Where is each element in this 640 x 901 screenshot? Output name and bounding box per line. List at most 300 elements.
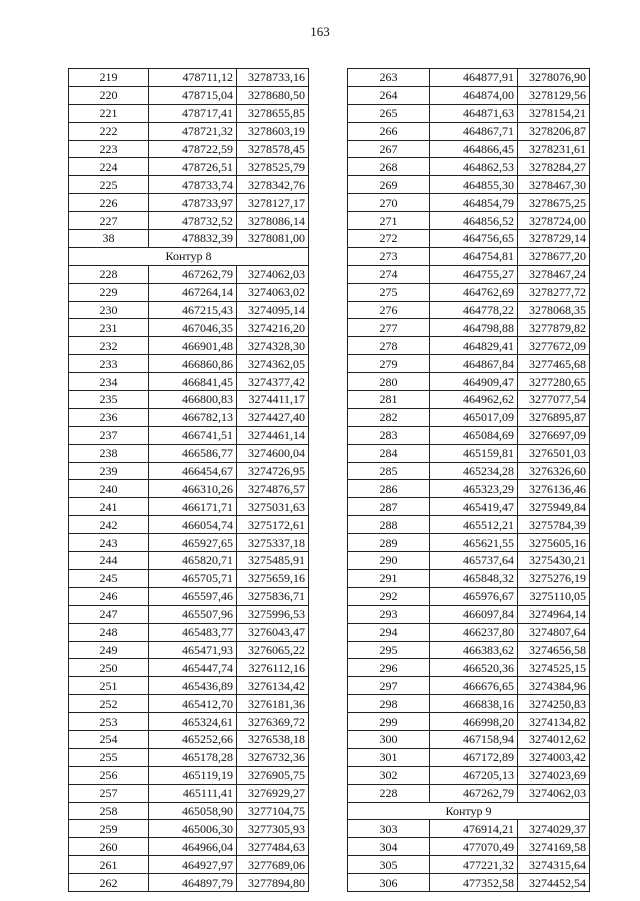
x-coordinate-cell: 464756,65 (430, 230, 518, 248)
point-number-cell: 234 (69, 373, 149, 391)
point-number-cell: 239 (69, 462, 149, 480)
y-coordinate-cell: 3274461,14 (237, 426, 309, 444)
point-number-cell: 270 (348, 194, 430, 212)
y-coordinate-cell: 3276697,09 (518, 426, 590, 444)
contour-header-row (69, 247, 309, 265)
table-row (69, 641, 309, 659)
table-row (69, 766, 309, 784)
page-number: 163 (310, 24, 330, 39)
table-row (69, 480, 309, 498)
x-coordinate-cell: 465483,77 (149, 623, 237, 641)
table-row (348, 695, 590, 713)
point-number-cell: 219 (69, 69, 149, 87)
y-coordinate-cell: 3274964,14 (518, 605, 590, 623)
table-row (69, 516, 309, 534)
y-coordinate-cell: 3278525,79 (237, 158, 309, 176)
point-number-cell: 301 (348, 748, 430, 766)
coordinates-table-left (68, 68, 309, 892)
point-number-cell: 221 (69, 104, 149, 122)
point-number-cell: 38 (69, 230, 149, 248)
table-row (348, 641, 590, 659)
x-coordinate-cell: 465084,69 (430, 426, 518, 444)
x-coordinate-cell: 465111,41 (149, 784, 237, 802)
x-coordinate-cell: 464871,63 (430, 104, 518, 122)
y-coordinate-cell: 3276112,16 (237, 659, 309, 677)
y-coordinate-cell: 3278081,00 (237, 230, 309, 248)
point-number-cell: 259 (69, 820, 149, 838)
point-number-cell: 297 (348, 677, 430, 695)
table-row (348, 140, 590, 158)
x-coordinate-cell: 464909,47 (430, 373, 518, 391)
point-number-cell: 255 (69, 748, 149, 766)
table-row (348, 122, 590, 140)
y-coordinate-cell: 3274012,62 (518, 730, 590, 748)
y-coordinate-cell: 3274062,03 (518, 784, 590, 802)
y-coordinate-cell: 3278729,14 (518, 230, 590, 248)
y-coordinate-cell: 3274062,03 (237, 265, 309, 283)
point-number-cell: 304 (348, 838, 430, 856)
table-row (348, 212, 590, 230)
x-coordinate-cell: 464798,88 (430, 319, 518, 337)
table-row (69, 874, 309, 892)
table-row (348, 265, 590, 283)
table-row (69, 122, 309, 140)
y-coordinate-cell: 3278154,21 (518, 104, 590, 122)
y-coordinate-cell: 3276369,72 (237, 713, 309, 731)
y-coordinate-cell: 3278277,72 (518, 283, 590, 301)
table-row (69, 695, 309, 713)
point-number-cell: 224 (69, 158, 149, 176)
x-coordinate-cell: 465848,32 (430, 569, 518, 587)
x-coordinate-cell: 464867,84 (430, 355, 518, 373)
table-row (348, 498, 590, 516)
x-coordinate-cell: 465234,28 (430, 462, 518, 480)
x-coordinate-cell: 465436,89 (149, 677, 237, 695)
point-number-cell: 253 (69, 713, 149, 731)
table-row (69, 462, 309, 480)
x-coordinate-cell: 478711,12 (149, 69, 237, 87)
table-row (348, 301, 590, 319)
x-coordinate-cell: 466097,84 (430, 605, 518, 623)
x-coordinate-cell: 464855,30 (430, 176, 518, 194)
table-row (69, 856, 309, 874)
point-number-cell: 298 (348, 695, 430, 713)
table-row (69, 158, 309, 176)
x-coordinate-cell: 465178,28 (149, 748, 237, 766)
x-coordinate-cell: 466454,67 (149, 462, 237, 480)
x-coordinate-cell: 466838,16 (430, 695, 518, 713)
table-row (348, 337, 590, 355)
y-coordinate-cell: 3276501,03 (518, 444, 590, 462)
table-row (348, 373, 590, 391)
y-coordinate-cell: 3277280,65 (518, 373, 590, 391)
y-coordinate-cell: 3275659,16 (237, 569, 309, 587)
table-row (348, 158, 590, 176)
point-number-cell: 268 (348, 158, 430, 176)
y-coordinate-cell: 3277077,54 (518, 391, 590, 409)
y-coordinate-cell: 3274216,20 (237, 319, 309, 337)
x-coordinate-cell: 466741,51 (149, 426, 237, 444)
point-number-cell: 289 (348, 534, 430, 552)
table-row (69, 283, 309, 301)
x-coordinate-cell: 465705,71 (149, 569, 237, 587)
point-number-cell: 295 (348, 641, 430, 659)
x-coordinate-cell: 465447,74 (149, 659, 237, 677)
table-row (69, 587, 309, 605)
table-row (348, 230, 590, 248)
y-coordinate-cell: 3278129,56 (518, 86, 590, 104)
table-row (348, 104, 590, 122)
table-row (69, 355, 309, 373)
x-coordinate-cell: 464877,91 (430, 69, 518, 87)
y-coordinate-cell: 3276929,27 (237, 784, 309, 802)
y-coordinate-cell: 3278603,19 (237, 122, 309, 140)
y-coordinate-cell: 3275996,53 (237, 605, 309, 623)
table-row (348, 605, 590, 623)
y-coordinate-cell: 3276043,47 (237, 623, 309, 641)
x-coordinate-cell: 466800,83 (149, 391, 237, 409)
point-number-cell: 254 (69, 730, 149, 748)
y-coordinate-cell: 3275172,61 (237, 516, 309, 534)
point-number-cell: 237 (69, 426, 149, 444)
point-number-cell: 251 (69, 677, 149, 695)
x-coordinate-cell: 464897,79 (149, 874, 237, 892)
point-number-cell: 273 (348, 247, 430, 265)
y-coordinate-cell: 3278578,45 (237, 140, 309, 158)
y-coordinate-cell: 3274656,58 (518, 641, 590, 659)
x-coordinate-cell: 466841,45 (149, 373, 237, 391)
y-coordinate-cell: 3276538,18 (237, 730, 309, 748)
y-coordinate-cell: 3275430,21 (518, 552, 590, 570)
point-number-cell: 272 (348, 230, 430, 248)
y-coordinate-cell: 3274411,17 (237, 391, 309, 409)
point-number-cell: 228 (348, 784, 430, 802)
point-number-cell: 269 (348, 176, 430, 194)
point-number-cell: 283 (348, 426, 430, 444)
point-number-cell: 232 (69, 337, 149, 355)
x-coordinate-cell: 467215,43 (149, 301, 237, 319)
y-coordinate-cell: 3275276,19 (518, 569, 590, 587)
point-number-cell: 231 (69, 319, 149, 337)
x-coordinate-cell: 477352,58 (430, 874, 518, 892)
y-coordinate-cell: 3275605,16 (518, 534, 590, 552)
x-coordinate-cell: 465737,64 (430, 552, 518, 570)
x-coordinate-cell: 467262,79 (149, 265, 237, 283)
y-coordinate-cell: 3274452,54 (518, 874, 590, 892)
y-coordinate-cell: 3274095,14 (237, 301, 309, 319)
y-coordinate-cell: 3278467,30 (518, 176, 590, 194)
table-row (69, 319, 309, 337)
table-row (69, 784, 309, 802)
contour-label: Контур 9 (348, 802, 590, 820)
x-coordinate-cell: 478733,74 (149, 176, 237, 194)
table-row (348, 587, 590, 605)
x-coordinate-cell: 464927,97 (149, 856, 237, 874)
x-coordinate-cell: 478721,32 (149, 122, 237, 140)
y-coordinate-cell: 3275949,84 (518, 498, 590, 516)
y-coordinate-cell: 3277894,80 (237, 874, 309, 892)
point-number-cell: 267 (348, 140, 430, 158)
y-coordinate-cell: 3276134,42 (237, 677, 309, 695)
x-coordinate-cell: 478732,52 (149, 212, 237, 230)
x-coordinate-cell: 467046,35 (149, 319, 237, 337)
table-row (348, 766, 590, 784)
table-row (69, 212, 309, 230)
y-coordinate-cell: 3276905,75 (237, 766, 309, 784)
point-number-cell: 294 (348, 623, 430, 641)
table-row (348, 569, 590, 587)
point-number-cell: 291 (348, 569, 430, 587)
y-coordinate-cell: 3275784,39 (518, 516, 590, 534)
y-coordinate-cell: 3278677,20 (518, 247, 590, 265)
point-number-cell: 252 (69, 695, 149, 713)
point-number-cell: 228 (69, 265, 149, 283)
point-number-cell: 300 (348, 730, 430, 748)
y-coordinate-cell: 3278284,27 (518, 158, 590, 176)
point-number-cell: 250 (69, 659, 149, 677)
table-row (69, 730, 309, 748)
x-coordinate-cell: 466383,62 (430, 641, 518, 659)
y-coordinate-cell: 3274169,58 (518, 838, 590, 856)
table-row (348, 462, 590, 480)
table-row (69, 194, 309, 212)
table-row (69, 748, 309, 766)
y-coordinate-cell: 3274250,83 (518, 695, 590, 713)
table-row (69, 534, 309, 552)
table-row (69, 659, 309, 677)
point-number-cell: 284 (348, 444, 430, 462)
y-coordinate-cell: 3274134,82 (518, 713, 590, 731)
table-row (348, 69, 590, 87)
y-coordinate-cell: 3277672,09 (518, 337, 590, 355)
point-number-cell: 277 (348, 319, 430, 337)
point-number-cell: 290 (348, 552, 430, 570)
y-coordinate-cell: 3276136,46 (518, 480, 590, 498)
point-number-cell: 286 (348, 480, 430, 498)
x-coordinate-cell: 467158,94 (430, 730, 518, 748)
table-row (348, 552, 590, 570)
point-number-cell: 299 (348, 713, 430, 731)
table-row (348, 856, 590, 874)
y-coordinate-cell: 3278076,90 (518, 69, 590, 87)
table-row (69, 498, 309, 516)
x-coordinate-cell: 465419,47 (430, 498, 518, 516)
point-number-cell: 260 (69, 838, 149, 856)
y-coordinate-cell: 3278675,25 (518, 194, 590, 212)
x-coordinate-cell: 477070,49 (430, 838, 518, 856)
y-coordinate-cell: 3278206,87 (518, 122, 590, 140)
x-coordinate-cell: 464962,62 (430, 391, 518, 409)
x-coordinate-cell: 465058,90 (149, 802, 237, 820)
x-coordinate-cell: 464854,79 (430, 194, 518, 212)
table-row (69, 104, 309, 122)
x-coordinate-cell: 466860,86 (149, 355, 237, 373)
contour-label: Контур 8 (69, 247, 309, 265)
x-coordinate-cell: 478733,97 (149, 194, 237, 212)
table-row (348, 748, 590, 766)
x-coordinate-cell: 466520,36 (430, 659, 518, 677)
table-row (348, 838, 590, 856)
table-row (69, 713, 309, 731)
x-coordinate-cell: 465976,67 (430, 587, 518, 605)
y-coordinate-cell: 3278068,35 (518, 301, 590, 319)
point-number-cell: 235 (69, 391, 149, 409)
table-row (69, 140, 309, 158)
y-coordinate-cell: 3274384,96 (518, 677, 590, 695)
table-row (348, 444, 590, 462)
x-coordinate-cell: 477221,32 (430, 856, 518, 874)
y-coordinate-cell: 3274315,64 (518, 856, 590, 874)
y-coordinate-cell: 3274807,64 (518, 623, 590, 641)
x-coordinate-cell: 465512,21 (430, 516, 518, 534)
y-coordinate-cell: 3277104,75 (237, 802, 309, 820)
point-number-cell: 222 (69, 122, 149, 140)
x-coordinate-cell: 465471,93 (149, 641, 237, 659)
table-row (348, 874, 590, 892)
point-number-cell: 220 (69, 86, 149, 104)
point-number-cell: 302 (348, 766, 430, 784)
point-number-cell: 257 (69, 784, 149, 802)
x-coordinate-cell: 465412,70 (149, 695, 237, 713)
x-coordinate-cell: 467264,14 (149, 283, 237, 301)
x-coordinate-cell: 466171,71 (149, 498, 237, 516)
table-row (69, 69, 309, 87)
table-row (69, 820, 309, 838)
point-number-cell: 281 (348, 391, 430, 409)
y-coordinate-cell: 3278231,61 (518, 140, 590, 158)
x-coordinate-cell: 464862,53 (430, 158, 518, 176)
x-coordinate-cell: 466676,65 (430, 677, 518, 695)
x-coordinate-cell: 464778,22 (430, 301, 518, 319)
y-coordinate-cell: 3274600,04 (237, 444, 309, 462)
point-number-cell: 292 (348, 587, 430, 605)
x-coordinate-cell: 464755,27 (430, 265, 518, 283)
y-coordinate-cell: 3278733,16 (237, 69, 309, 87)
table-row (348, 247, 590, 265)
point-number-cell: 225 (69, 176, 149, 194)
table-row (69, 444, 309, 462)
table-row (348, 623, 590, 641)
x-coordinate-cell: 464856,52 (430, 212, 518, 230)
table-row (69, 569, 309, 587)
table-row (348, 713, 590, 731)
x-coordinate-cell: 466054,74 (149, 516, 237, 534)
table-row (348, 408, 590, 426)
point-number-cell: 248 (69, 623, 149, 641)
y-coordinate-cell: 3274876,57 (237, 480, 309, 498)
table-row (69, 677, 309, 695)
point-number-cell: 245 (69, 569, 149, 587)
x-coordinate-cell: 464829,41 (430, 337, 518, 355)
point-number-cell: 238 (69, 444, 149, 462)
point-number-cell: 256 (69, 766, 149, 784)
table-row (348, 480, 590, 498)
y-coordinate-cell: 3276326,60 (518, 462, 590, 480)
point-number-cell: 303 (348, 820, 430, 838)
table-row (348, 534, 590, 552)
point-number-cell: 265 (348, 104, 430, 122)
x-coordinate-cell: 466998,20 (430, 713, 518, 731)
point-number-cell: 244 (69, 552, 149, 570)
x-coordinate-cell: 464867,71 (430, 122, 518, 140)
point-number-cell: 264 (348, 86, 430, 104)
point-number-cell: 258 (69, 802, 149, 820)
x-coordinate-cell: 465323,29 (430, 480, 518, 498)
x-coordinate-cell: 464866,45 (430, 140, 518, 158)
point-number-cell: 247 (69, 605, 149, 623)
y-coordinate-cell: 3274726,95 (237, 462, 309, 480)
y-coordinate-cell: 3276181,36 (237, 695, 309, 713)
table-row (348, 426, 590, 444)
x-coordinate-cell: 465597,46 (149, 587, 237, 605)
point-number-cell: 305 (348, 856, 430, 874)
y-coordinate-cell: 3278655,85 (237, 104, 309, 122)
x-coordinate-cell: 478715,04 (149, 86, 237, 104)
x-coordinate-cell: 465927,65 (149, 534, 237, 552)
point-number-cell: 241 (69, 498, 149, 516)
point-number-cell: 242 (69, 516, 149, 534)
point-number-cell: 261 (69, 856, 149, 874)
x-coordinate-cell: 476914,21 (430, 820, 518, 838)
table-row (69, 408, 309, 426)
table-row (348, 730, 590, 748)
table-row (348, 784, 590, 802)
x-coordinate-cell: 478717,41 (149, 104, 237, 122)
table-row (348, 820, 590, 838)
point-number-cell: 306 (348, 874, 430, 892)
y-coordinate-cell: 3277484,63 (237, 838, 309, 856)
x-coordinate-cell: 465507,96 (149, 605, 237, 623)
x-coordinate-cell: 465159,81 (430, 444, 518, 462)
x-coordinate-cell: 465252,66 (149, 730, 237, 748)
x-coordinate-cell: 465017,09 (430, 408, 518, 426)
point-number-cell: 240 (69, 480, 149, 498)
y-coordinate-cell: 3275031,63 (237, 498, 309, 516)
point-number-cell: 236 (69, 408, 149, 426)
table-row (69, 623, 309, 641)
table-row (348, 391, 590, 409)
table-row (348, 677, 590, 695)
table-row (69, 176, 309, 194)
table-row (69, 337, 309, 355)
y-coordinate-cell: 3277465,68 (518, 355, 590, 373)
x-coordinate-cell: 478726,51 (149, 158, 237, 176)
point-number-cell: 271 (348, 212, 430, 230)
x-coordinate-cell: 466310,26 (149, 480, 237, 498)
point-number-cell: 282 (348, 408, 430, 426)
coordinates-table-right (347, 68, 590, 892)
x-coordinate-cell: 464874,00 (430, 86, 518, 104)
y-coordinate-cell: 3274525,15 (518, 659, 590, 677)
table-row (348, 659, 590, 677)
y-coordinate-cell: 3278724,00 (518, 212, 590, 230)
y-coordinate-cell: 3274377,42 (237, 373, 309, 391)
y-coordinate-cell: 3276732,36 (237, 748, 309, 766)
point-number-cell: 293 (348, 605, 430, 623)
y-coordinate-cell: 3274063,02 (237, 283, 309, 301)
x-coordinate-cell: 465621,55 (430, 534, 518, 552)
table-row (348, 516, 590, 534)
point-number-cell: 275 (348, 283, 430, 301)
table-row (69, 802, 309, 820)
table-row (69, 838, 309, 856)
point-number-cell: 274 (348, 265, 430, 283)
point-number-cell: 227 (69, 212, 149, 230)
x-coordinate-cell: 464754,81 (430, 247, 518, 265)
x-coordinate-cell: 465324,61 (149, 713, 237, 731)
x-coordinate-cell: 465006,30 (149, 820, 237, 838)
x-coordinate-cell: 478722,59 (149, 140, 237, 158)
